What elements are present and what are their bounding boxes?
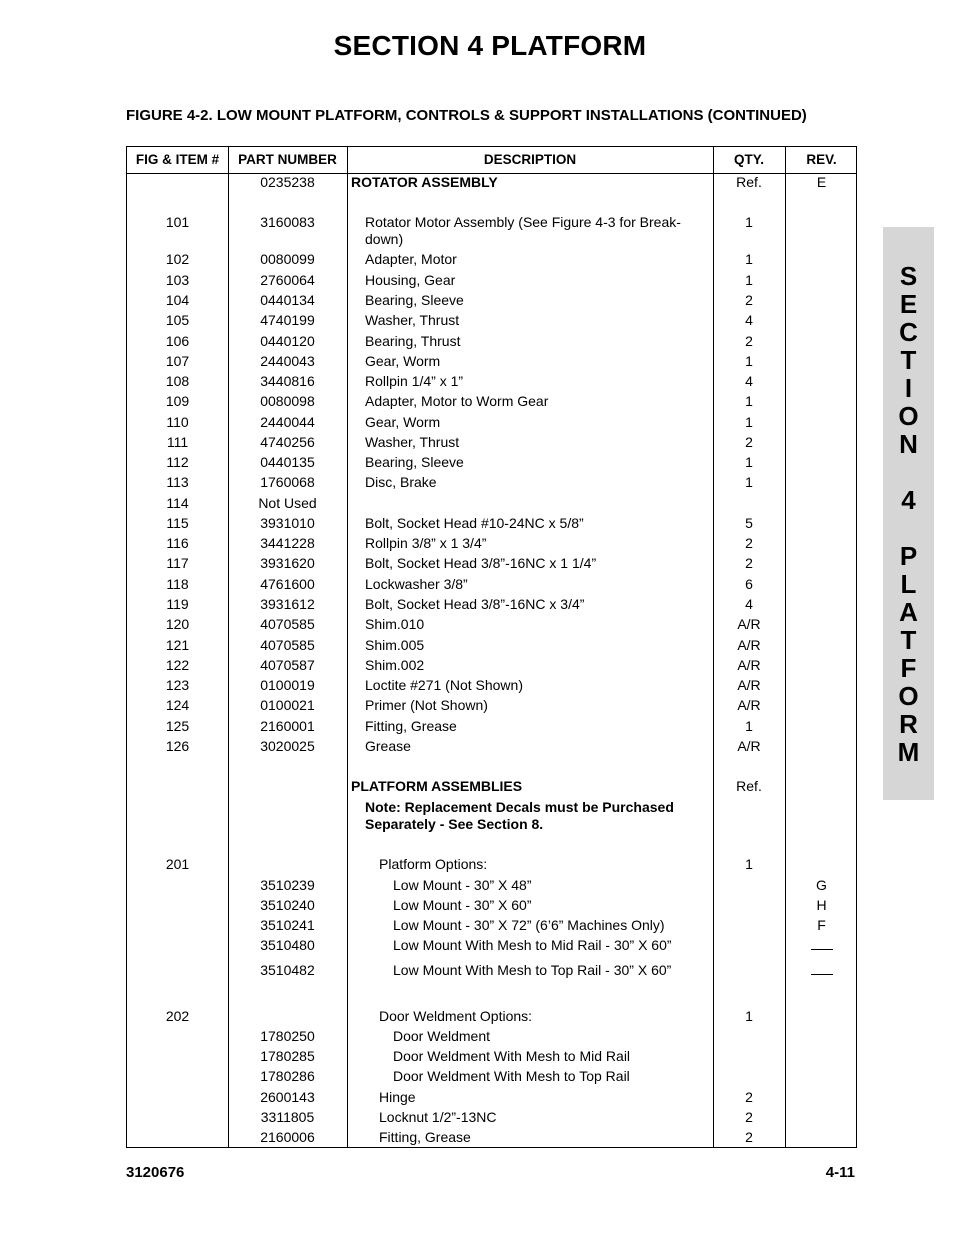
revision	[785, 962, 858, 979]
side-tab-number: 4	[901, 485, 916, 515]
part-number: 3931620	[260, 555, 315, 571]
description	[393, 1028, 703, 1045]
description-line: ROTATOR ASSEMBLY	[351, 174, 498, 190]
description	[365, 616, 703, 633]
description	[365, 799, 703, 833]
description-line: Bearing, Sleeve	[365, 454, 464, 470]
part-number: 4070587	[260, 657, 315, 673]
quantity: 1	[745, 251, 753, 267]
quantity: A/R	[737, 697, 761, 713]
part-number: 4740256	[260, 434, 315, 450]
revision	[785, 937, 858, 954]
part-number: 2440044	[260, 414, 315, 430]
side-tab-letter: T	[900, 625, 917, 655]
description-line: Low Mount - 30” X 72” (6’6” Machines Only)	[393, 917, 665, 933]
description-line: Adapter, Motor to Worm Gear	[365, 393, 549, 409]
description-line: Fitting, Grease	[379, 1129, 471, 1145]
description-line: Rotator Motor Assembly (See Figure 4-3 for Break-	[365, 214, 681, 230]
quantity: 2	[745, 434, 753, 450]
part-number: 2440043	[260, 353, 315, 369]
item-number: 201	[165, 856, 190, 872]
description	[365, 373, 703, 390]
description	[365, 535, 703, 552]
part-number: 0440120	[260, 333, 315, 349]
part-number: 4740199	[260, 312, 315, 328]
part-number: 3441228	[260, 535, 315, 551]
description	[393, 937, 703, 954]
description-line: Primer (Not Shown)	[365, 697, 488, 713]
description-line: Low Mount With Mesh to Top Rail - 30” X 60”	[393, 962, 672, 978]
revision: F	[817, 917, 826, 933]
description	[365, 596, 703, 613]
quantity: 2	[745, 1109, 753, 1125]
part-number: 4070585	[260, 616, 315, 632]
quantity: 1	[745, 393, 753, 409]
quantity: 1	[745, 214, 753, 230]
item-number: 120	[165, 616, 190, 632]
part-number: 0440134	[260, 292, 315, 308]
quantity: A/R	[737, 738, 761, 754]
part-number: 3311805	[260, 1109, 315, 1125]
description	[379, 1129, 703, 1146]
column-divider	[785, 147, 786, 1147]
revision-blank-line	[811, 964, 833, 975]
description	[393, 877, 703, 894]
description-line: Note: Replacement Decals must be Purchased	[365, 799, 674, 815]
quantity: 1	[745, 474, 753, 490]
description	[365, 272, 703, 289]
description-line: Separately - See Section 8.	[365, 816, 544, 832]
description-line: Shim.005	[365, 637, 425, 653]
figure-title: FIGURE 4-2. LOW MOUNT PLATFORM, CONTROLS & SUPPORT INSTALLATIONS (CONTINUED)	[126, 107, 807, 124]
quantity: A/R	[737, 657, 761, 673]
part-number: 3931010	[260, 515, 315, 531]
side-tab-letter: I	[904, 373, 913, 403]
description	[365, 555, 703, 572]
item-number: 104	[165, 292, 190, 308]
description-line: Lockwasher 3/8”	[365, 576, 468, 592]
header-description: DESCRIPTION	[483, 152, 577, 167]
header-rev: REV.	[806, 152, 837, 167]
part-number: 0080099	[260, 251, 315, 267]
quantity: 4	[745, 596, 753, 612]
revision: G	[816, 877, 827, 893]
description	[365, 393, 703, 410]
doc-number: 3120676	[126, 1164, 185, 1181]
description-line: Bearing, Sleeve	[365, 292, 464, 308]
item-number: 109	[165, 393, 190, 409]
quantity: 1	[745, 353, 753, 369]
item-number: 110	[166, 414, 189, 430]
description-line: Door Weldment With Mesh to Top Rail	[393, 1068, 630, 1084]
description	[365, 576, 703, 593]
description	[365, 214, 703, 248]
column-divider	[347, 147, 348, 1147]
description	[379, 1089, 703, 1106]
description	[365, 738, 703, 755]
item-number: 116	[166, 535, 189, 551]
side-tab-letter: R	[899, 709, 918, 739]
section-title: SECTION 4 PLATFORM	[333, 30, 647, 61]
description	[365, 454, 703, 471]
quantity: 2	[745, 1129, 753, 1145]
quantity: 4	[745, 373, 753, 389]
description-line: Shim.010	[365, 616, 425, 632]
item-number: 103	[165, 272, 190, 288]
description	[365, 251, 703, 268]
quantity: 2	[745, 555, 753, 571]
description	[365, 292, 703, 309]
description	[365, 414, 703, 431]
part-number: 0100019	[260, 677, 315, 693]
part-number: 3931612	[260, 596, 315, 612]
description-line: Rollpin 1/4” x 1”	[365, 373, 464, 389]
part-number: 2600143	[260, 1089, 315, 1105]
quantity: 5	[745, 515, 753, 531]
description	[393, 897, 703, 914]
description-line: Fitting, Grease	[365, 718, 457, 734]
item-number: 118	[166, 576, 189, 592]
description-line: Bolt, Socket Head 3/8”-16NC x 3/4”	[365, 596, 585, 612]
description-line: Gear, Worm	[365, 414, 441, 430]
description-line: Disc, Brake	[365, 474, 437, 490]
item-number: 115	[166, 515, 189, 531]
page-number: 4-11	[825, 1164, 855, 1181]
description-line: Low Mount With Mesh to Mid Rail - 30” X 60”	[393, 937, 672, 953]
side-tab-letter: O	[898, 401, 919, 431]
part-number: 0440135	[260, 454, 315, 470]
quantity: 1	[745, 856, 753, 872]
item-number: 126	[165, 738, 190, 754]
description-line: Adapter, Motor	[365, 251, 457, 267]
quantity: 1	[745, 1008, 753, 1024]
description-line: Platform Options:	[379, 856, 488, 872]
section-side-tab	[883, 227, 934, 800]
description-line: Rollpin 3/8” x 1 3/4”	[365, 535, 487, 551]
description	[351, 778, 703, 795]
side-tab-letter: P	[899, 541, 918, 571]
description-line: Loctite #271 (Not Shown)	[365, 677, 523, 693]
description	[365, 333, 703, 350]
side-tab-letter: C	[899, 317, 918, 347]
part-number: 3020025	[260, 738, 315, 754]
description-line: Bearing, Thrust	[365, 333, 461, 349]
side-tab-letter: N	[899, 429, 918, 459]
description-line: Door Weldment Options:	[379, 1008, 533, 1024]
quantity: 2	[745, 292, 753, 308]
parts-table	[126, 146, 857, 1148]
description-line: Grease	[365, 738, 411, 754]
part-number: 3160083	[260, 214, 315, 230]
description-line: Bolt, Socket Head #10-24NC x 5/8”	[365, 515, 584, 531]
part-number: 1780250	[260, 1028, 315, 1044]
side-tab-letter: F	[900, 653, 917, 683]
part-number: 3510482	[260, 962, 315, 978]
quantity: 1	[745, 414, 753, 430]
item-number: 113	[166, 474, 189, 490]
item-number: 111	[166, 434, 189, 450]
part-number: 1780286	[260, 1068, 315, 1084]
description	[393, 917, 703, 934]
description	[365, 312, 703, 329]
side-tab-letter: E	[899, 289, 918, 319]
part-number: 0080098	[260, 393, 315, 409]
side-tab-letter: O	[898, 681, 919, 711]
quantity: 2	[745, 333, 753, 349]
part-number: 2760064	[260, 272, 315, 288]
part-number: 4070585	[260, 637, 315, 653]
part-number: 3440816	[260, 373, 315, 389]
description	[393, 1048, 703, 1065]
side-tab-letter: T	[900, 345, 917, 375]
part-number: 1760068	[260, 474, 315, 490]
item-number: 112	[166, 454, 189, 470]
description	[365, 657, 703, 674]
part-number: 1780285	[260, 1048, 315, 1064]
description	[365, 718, 703, 735]
description	[365, 353, 703, 370]
quantity: Ref.	[736, 778, 762, 794]
revision: H	[816, 897, 827, 913]
description	[351, 174, 703, 191]
description	[365, 677, 703, 694]
description-line: Low Mount - 30” X 48”	[393, 877, 532, 893]
description	[379, 1109, 703, 1126]
description-line: Housing, Gear	[365, 272, 456, 288]
item-number: 121	[165, 637, 190, 653]
item-number: 124	[165, 697, 190, 713]
part-number: 0235238	[260, 174, 315, 190]
side-tab-letter: A	[899, 597, 918, 627]
quantity: 1	[745, 272, 753, 288]
quantity: 1	[745, 454, 753, 470]
part-number: 4761600	[260, 576, 315, 592]
item-number: 125	[165, 718, 190, 734]
item-number: 202	[165, 1008, 190, 1024]
quantity: A/R	[737, 637, 761, 653]
description	[365, 474, 703, 491]
description-line: PLATFORM ASSEMBLIES	[351, 778, 523, 794]
item-number: 123	[165, 677, 190, 693]
description-line: Bolt, Socket Head 3/8”-16NC x 1 1/4”	[365, 555, 597, 571]
quantity: A/R	[737, 677, 761, 693]
header-qty: QTY.	[733, 152, 764, 167]
side-tab-text	[883, 262, 934, 766]
description-line: down)	[365, 231, 404, 247]
description	[393, 962, 703, 979]
item-number: 101	[165, 214, 190, 230]
side-tab-letter: L	[900, 569, 917, 599]
description-line: Washer, Thrust	[365, 434, 460, 450]
item-number: 108	[165, 373, 190, 389]
side-tab-letter: M	[897, 737, 920, 767]
description	[365, 697, 703, 714]
quantity: 1	[745, 718, 753, 734]
description	[365, 637, 703, 654]
revision: E	[816, 174, 827, 190]
part-number: Not Used	[258, 495, 317, 511]
description-line: Gear, Worm	[365, 353, 441, 369]
description-line: Shim.002	[365, 657, 425, 673]
description-line: Door Weldment	[393, 1028, 491, 1044]
part-number: 0100021	[260, 697, 315, 713]
part-number: 3510239	[260, 877, 315, 893]
item-number: 122	[165, 657, 190, 673]
quantity: 2	[745, 1089, 753, 1105]
description	[379, 856, 703, 873]
item-number: 106	[165, 333, 190, 349]
quantity: 2	[745, 535, 753, 551]
item-number: 105	[165, 312, 190, 328]
revision-blank-line	[811, 939, 833, 950]
description-line: Locknut 1/2”-13NC	[379, 1109, 497, 1125]
quantity: Ref.	[736, 174, 762, 190]
quantity: A/R	[737, 616, 761, 632]
quantity: 4	[745, 312, 753, 328]
header-part-number: PART NUMBER	[238, 152, 337, 167]
description	[379, 1008, 703, 1025]
part-number: 2160001	[260, 718, 315, 734]
item-number: 119	[166, 596, 189, 612]
header-fig-item: FIG & ITEM #	[135, 152, 220, 167]
part-number: 2160006	[260, 1129, 315, 1145]
description	[365, 434, 703, 451]
description	[365, 515, 703, 532]
description	[393, 1068, 703, 1085]
description-line: Low Mount - 30” X 60”	[393, 897, 532, 913]
description-line: Hinge	[379, 1089, 416, 1105]
part-number: 3510240	[260, 897, 315, 913]
item-number: 102	[165, 251, 190, 267]
quantity: 6	[745, 576, 753, 592]
part-number: 3510480	[260, 937, 315, 953]
item-number: 117	[166, 555, 189, 571]
item-number: 114	[166, 495, 189, 511]
part-number: 3510241	[260, 917, 315, 933]
description-line: Door Weldment With Mesh to Mid Rail	[393, 1048, 631, 1064]
item-number: 107	[165, 353, 190, 369]
side-tab-letter: S	[899, 261, 918, 291]
description-line: Washer, Thrust	[365, 312, 460, 328]
